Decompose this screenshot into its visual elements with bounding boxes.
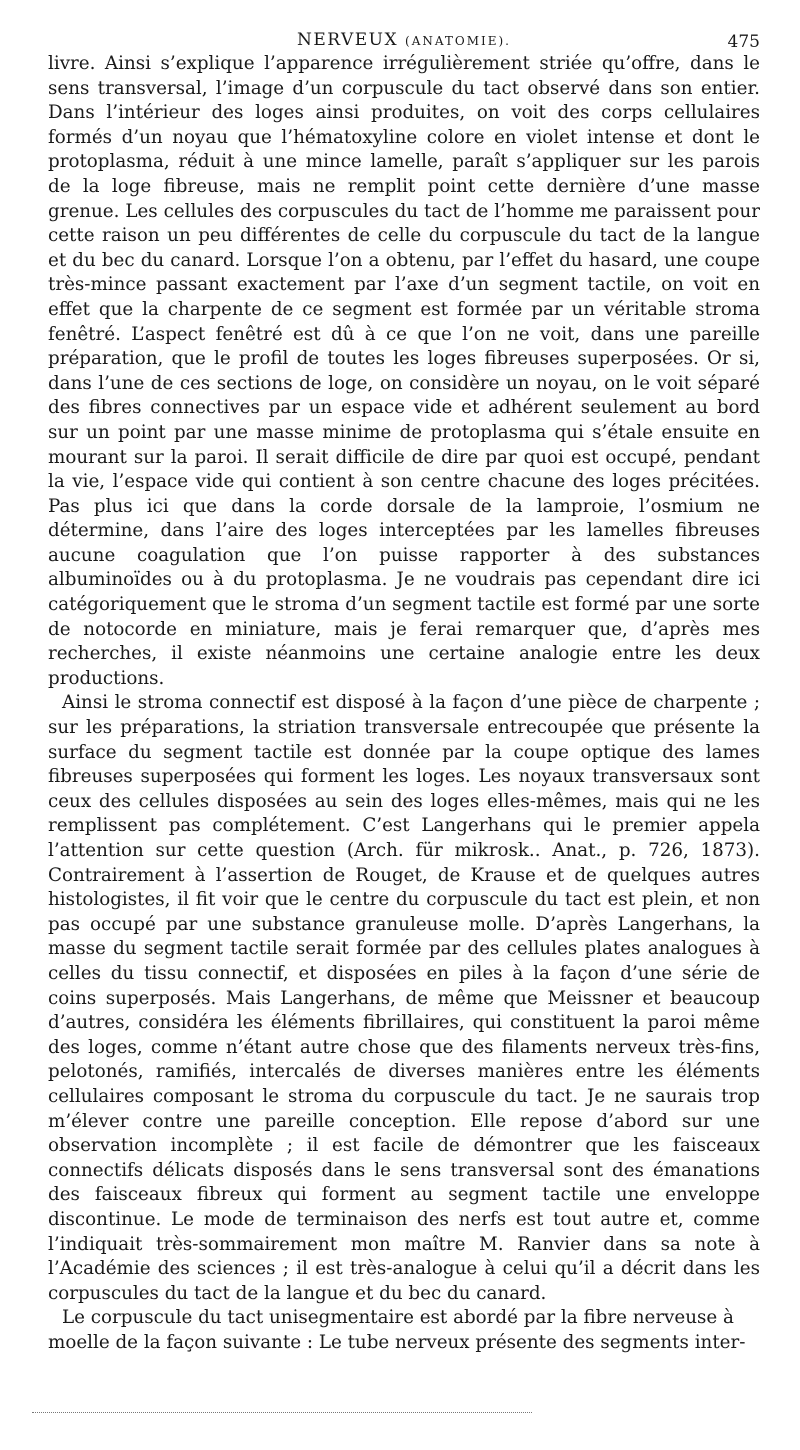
body-text: [48, 52, 760, 1355]
header-title: NERVEUX: [297, 30, 399, 50]
footer-dotted-rule: [32, 1412, 532, 1413]
header-subtitle: (ANATOMIE).: [405, 34, 511, 48]
paragraph-2: Ainsi le stroma connectif est disposé à la façon d’une pièce de charpente ; sur les préparations, la striation transversale entrecoupée que présente la surface du segment tactile est donnée par la coupe optique des lames fibreuses superposées qui forment les loges. Les noyaux transversaux sont ceux des cellules disposées au sein des loges elles-mêmes, mais qui ne les remplissent pas complétement. C’est Langerhans qui le premier appela l’attention sur cette question (Arch. für mikrosk.. Anat., p. 726, 1873). Contrairement à l’assertion de Rouget, de Krause et de quelques autres histologistes, il fit voir que le centre du corpuscule du tact est plein, et non pas occupé par une substance granuleuse molle. D’après Langerhans, la masse du segment tactile serait formée par des cellules plates analogues à celles du tissu connectif, et disposées en piles à la façon d’une série de coins superposés. Mais Langerhans, de même que Meissner et beaucoup d’autres, considéra les éléments fibrillaires, qui constituent la paroi même des loges, comme n’étant autre chose que des filaments nerveux très-fins, pelotonés, ramifiés, intercalés de diverses manières entre les éléments cellulaires composant le stroma du corpuscule du tact. Je ne saurais trop m’élever contre une pareille conception. Elle repose d’abord sur une observation incomplète ; il est facile de démontrer que les faisceaux connectifs délicats disposés dans le sens transversal sont des émanations des faisceaux fibreux qui forment au segment tactile une enveloppe discontinue. Le mode de terminaison des nerfs est tout autre et, comme l’indiquait très-sommairement mon maître M. Ranvier dans sa note à l’Académie des sciences ; il est très-analogue à celui qu’il a décrit dans les corpuscules du tact de la langue et du bec du canard.: [48, 692, 760, 1304]
page-number: 475: [727, 32, 760, 52]
paragraph-1: livre. Ainsi s’explique l’apparence irrégulièrement striée qu’offre, dans le sens transversal, l’image d’un corpuscule du tact observé dans son entier. Dans l’intérieur des loges ainsi produites, on voit des corps cellulaires formés d’un noyau que l’hématoxyline colore en violet intense et dont le protoplasma, réduit à une mince lamelle, paraît s’appliquer sur les parois de la loge fibreuse, mais ne remplit point cette dernière d’une masse grenue. Les cellules des corpuscules du tact de l’homme me paraissent pour cette raison un peu différentes de celle du corpuscule du tact de la langue et du bec du canard. Lorsque l’on a obtenu, par l’effet du hasard, une coupe très-mince passant exactement par l’axe d’un segment tactile, on voit en effet que la charpente de ce segment est formée par un véritable stroma fenêtré. L’aspect fenêtré est dû à ce que l’on ne voit, dans une pareille préparation, que le profil de toutes les loges fibreuses superposées. Or si, dans l’une de ces sections de loge, on considère un noyau, on le voit séparé des fibres connectives par un espace vide et adhérent seulement au bord sur un point par une masse minime de protoplasma qui s’étale ensuite en mourant sur la paroi. Il serait difficile de dire par quoi est occupé, pendant la vie, l’espace vide qui contient à son centre chacune des loges précitées. Pas plus ici que dans la corde dorsale de la lamproie, l’osmium ne détermine, dans l’aire des loges interceptées par les lamelles fibreuses aucune coagulation que l’on puisse rapporter à des substances albuminoïdes ou à du protoplasma. Je ne voudrais pas cependant dire ici catégoriquement que le stroma d’un segment tactile est formé par une sorte de notocorde en miniature, mais je ferai remarquer que, d’après mes recherches, il existe néanmoins une certaine analogie entre les deux productions.: [48, 53, 760, 689]
page-header: [48, 0, 760, 50]
paragraph-3: Le corpuscule du tact unisegmentaire est abordé par la fibre nerveuse à moelle de la façon suivante : Le tube nerveux présente des segments inter-: [48, 1307, 746, 1353]
running-title: [48, 30, 760, 50]
